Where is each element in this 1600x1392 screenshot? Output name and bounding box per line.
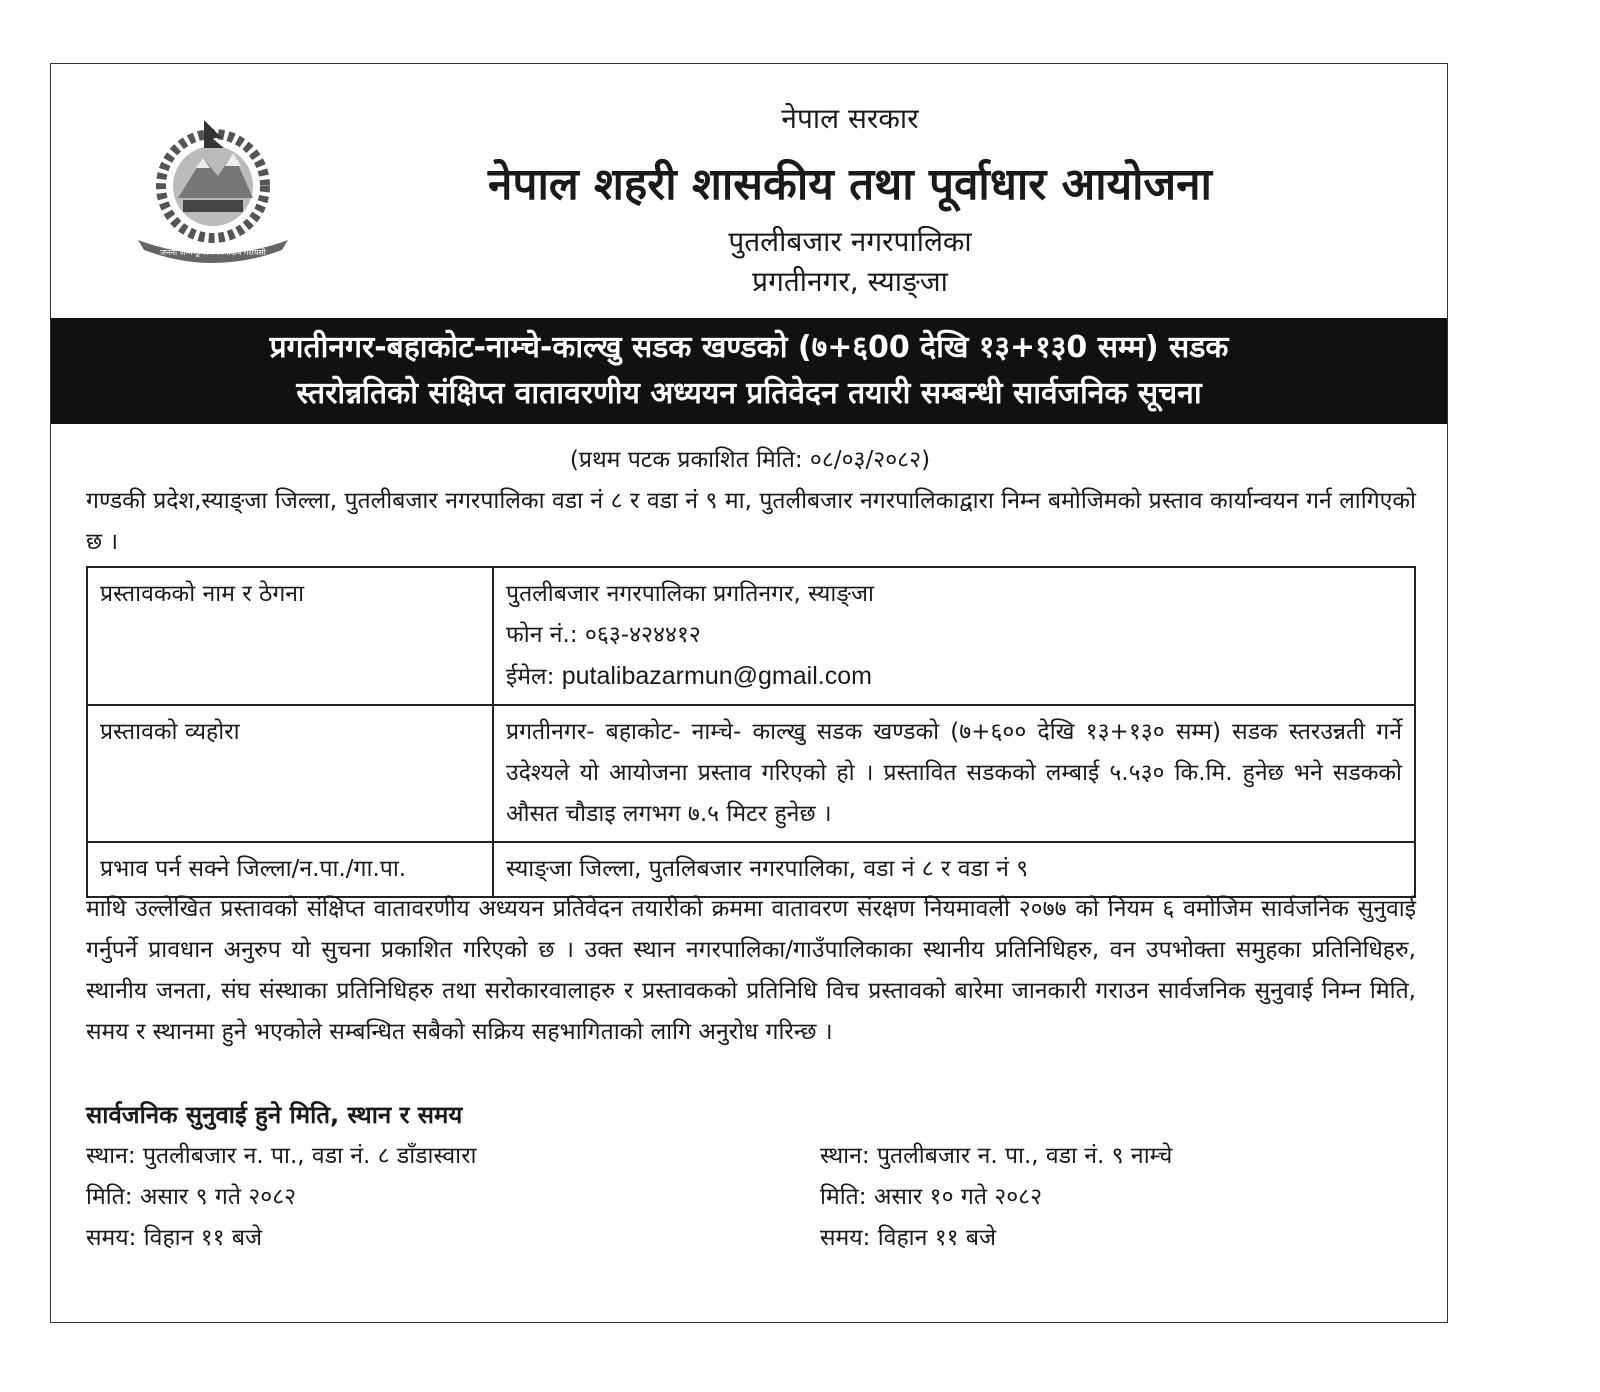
body-paragraph: माथि उल्लेखित प्रस्तावको संक्षिप्त वातावरणीय अध्ययन प्रतिवेदन तयारीको क्रममा वातावरण संरक्षण नियमावली २०७७ को नियम ६ वमोजिम सार्वजनिक सुनुवाई गर्नुपर्ने प्रावधान अनुरुप यो सुचना प्रकाशित गरिएको छ । उक्त स्थान नगरपालिका/गाउँपालिकाका स्थानीय प्रतिनिधिहरु, वन उपभोक्ता समुहका प्रतिनिधिहरु, स्थानीय जनता, संघ संस्थाका प्रतिनिधिहरु तथा सरोकारवालाहरु र प्रस्तावकको प्रतिनिधि विच प्रस्तावको बारेमा जानकारी गराउन सार्वजनिक सुनुवाई निम्न मिति, समय र स्थानमा हुने भएकोले सम्बन्धित सबैको सक्रिय सहभागिताको लागि अनुरोध गरिन्छ । — [86, 896, 1416, 1045]
venue-place: स्थान: पुतलीबजार न. पा., वडा नं. ८ डाँडास्वारा — [86, 1143, 477, 1169]
nepal-emblem-icon — [128, 118, 298, 268]
table-row — [87, 567, 1415, 705]
hearing-heading: सार्वजनिक सुनुवाई हुने मिति, स्थान र समय — [86, 1101, 463, 1129]
proposal-description-label: प्रस्तावको व्यहोरा — [87, 705, 493, 842]
venue-time: समय: विहान ११ बजे — [86, 1225, 263, 1251]
proponent-email-line — [506, 656, 1402, 698]
venue-place: स्थान: पुतलीबजार न. पा., वडा नं. ९ नाम्चे — [820, 1143, 1173, 1169]
affected-area-label: प्रभाव पर्न सक्ने जिल्ला/न.पा./गा.पा. — [87, 842, 493, 897]
municipality-location: प्रगतीनगर, स्याङ्जा — [752, 265, 948, 298]
government-name: नेपाल सरकार — [781, 102, 919, 135]
table-row — [87, 705, 1415, 842]
proponent-details — [493, 567, 1415, 705]
email-label: ईमेल: — [506, 664, 555, 690]
project-title: नेपाल शहरी शासकीय तथा पूर्वाधार आयोजना — [488, 159, 1212, 210]
notice-title-line-1: प्रगतीनगर-बहाकोट-नाम्चे-काल्खु सडक खण्डको (७+६00 देखि १३+१३0 सम्म) सडक — [269, 330, 1229, 365]
emblem-motto: जननी जन्मभूमिश्च स्वर्गादपि गरीयसी — [160, 248, 266, 257]
notice-title-banner — [51, 318, 1447, 424]
proponent-label: प्रस्तावकको नाम र ठेगना — [87, 567, 493, 705]
notice-title-line-2: स्तरोन्नतिको संक्षिप्त वातावरणीय अध्ययन प्रतिवेदन तयारी सम्बन्धी सार्वजनिक सूचना — [296, 376, 1202, 411]
affected-area: स्याङ्जा जिल्ला, पुतलिबजार नगरपालिका, वडा नं ८ र वडा नं ९ — [493, 842, 1415, 897]
publication-date: (प्रथम पटक प्रकाशित मिति: ०८/०३/२०८२) — [569, 447, 931, 473]
proponent-phone: फोन नं.: ०६३-४२४४१२ — [506, 622, 701, 648]
proposal-description: प्रगतीनगर- बहाकोट- नाम्चे- काल्खु सडक खण्डको (७+६०० देखि १३+१३० सम्म) सडक स्तरउन्नती गर्ने उदेश्यले यो आयोजना प्रस्ताव गरिएको हो । प्रस्तावित सडकको लम्बाई ५.५३० कि.मि. हुनेछ भने सडकको औसत चौडाइ लगभग ७.५ मिटर हुनेछ । — [493, 705, 1415, 842]
proponent-email-link[interactable]: putalibazarmun@gmail.com — [561, 662, 872, 690]
proponent-address: पुतलीबजार नगरपालिका प्रगतिनगर, स्याङ्जा — [506, 581, 874, 607]
hearing-venue-1 — [86, 1136, 477, 1259]
municipality-name: पुतलीबजार नगरपालिका — [728, 225, 972, 258]
intro-paragraph: गण्डकी प्रदेश,स्याङ्जा जिल्ला, पुतलीबजार नगरपालिका वडा नं ८ र वडा नं ९ मा, पुतलीबजार नगरपालिकाद्वारा निम्न बमोजिमको प्रस्ताव कार्यान्वयन गर्न लागिएको छ । — [86, 488, 1416, 555]
hearing-venue-2 — [820, 1136, 1172, 1259]
proposal-table — [86, 566, 1416, 898]
venue-date: मिति: असार १० गते २०८२ — [820, 1184, 1043, 1210]
venue-time: समय: विहान ११ बजे — [820, 1225, 997, 1251]
venue-date: मिति: असार ९ गते २०८२ — [86, 1184, 297, 1210]
